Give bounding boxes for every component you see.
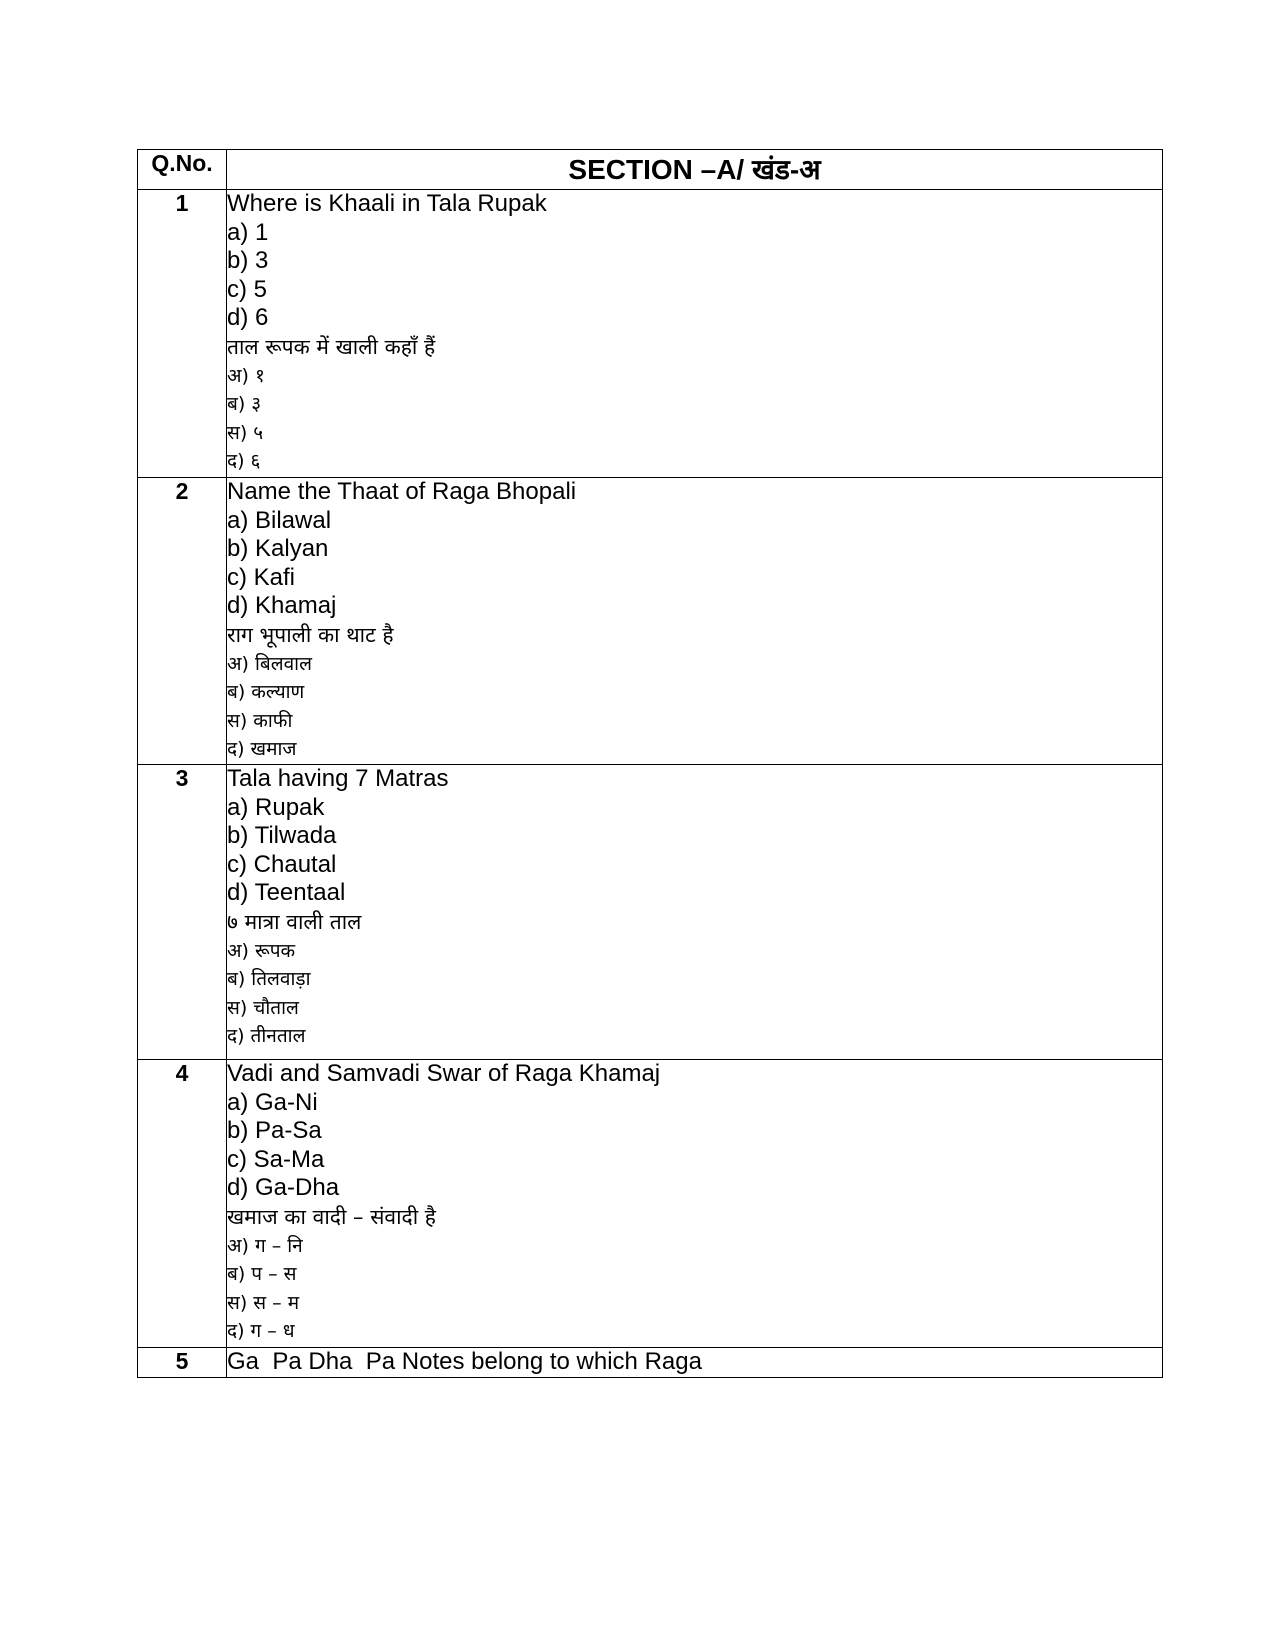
option-hi-a: अ) १ [227,364,265,387]
option-hi-c: स) ५ [227,421,264,444]
option-en-b: b) Tilwada [227,822,337,849]
question-text: Tala having 7 Matras [227,765,449,792]
option-en-b: b) Pa-Sa [227,1117,322,1144]
question-cell [227,1348,1163,1378]
option-en-c: c) Chautal [227,850,337,878]
option-hi-c: स) काफी [227,709,293,732]
qno-column-header: Q.No. [138,150,227,190]
option-en-c: c) 5 [227,275,268,303]
table-row [138,1348,1163,1378]
table-row [138,478,1163,765]
option-en-a: a) Bilawal [227,506,332,534]
question-number: 1 [138,190,227,478]
section-title: SECTION –A/ खंड-अ [227,150,1163,190]
option-hi-b: ब) ३ [227,393,262,415]
option-hi-a: अ) बिलवाल [227,652,312,675]
option-en-b: b) Kalyan [227,535,329,562]
table-header-row [138,150,1163,190]
table-row [138,765,1163,1060]
table-row [138,1060,1163,1348]
option-en-d: d) 6 [227,304,269,331]
option-en-d: d) Ga-Dha [227,1174,340,1201]
option-hi-b: ब) तिलवाड़ा [227,968,311,990]
option-en-c: c) Kafi [227,563,296,591]
question-text-hindi: राग भूपाली का थाट है [227,622,394,647]
question-text: Name the Thaat of Raga Bhopali [227,478,577,505]
question-text-hindi: ताल रूपक में खाली कहाँ हैं [227,334,436,359]
option-hi-c: स) स – म [227,1291,300,1314]
question-number: 4 [138,1060,227,1348]
option-hi-a: अ) रूपक [227,939,296,962]
question-text: Where is Khaali in Tala Rupak [227,190,547,217]
question-table [137,149,1163,1378]
option-hi-b: ब) प – स [227,1263,297,1285]
option-en-d: d) Khamaj [227,592,337,619]
option-en-c: c) Sa-Ma [227,1145,325,1173]
option-hi-d: द) ग – ध [227,1320,295,1342]
option-en-a: a) Ga-Ni [227,1088,318,1116]
question-text: Vadi and Samvadi Swar of Raga Khamaj [227,1060,661,1087]
option-hi-d: द) खमाज [227,738,297,760]
question-cell [227,765,1163,1060]
question-number: 3 [138,765,227,1060]
option-hi-b: ब) कल्याण [227,681,305,703]
question-cell [227,190,1163,478]
option-en-a: a) 1 [227,218,269,246]
question-cell [227,478,1163,765]
question-number: 5 [138,1348,227,1378]
option-en-a: a) Rupak [227,793,325,821]
option-hi-c: स) चौताल [227,996,299,1019]
option-en-b: b) 3 [227,247,269,274]
question-cell [227,1060,1163,1348]
table-row [138,190,1163,478]
question-text-hindi: ७ मात्रा वाली ताल [227,909,362,934]
option-hi-d: द) तीनताल [227,1025,306,1047]
option-hi-a: अ) ग – नि [227,1234,303,1257]
question-text-hindi: खमाज का वादी – संवादी है [227,1204,436,1229]
question-number: 2 [138,478,227,765]
question-text: Ga Pa Dha Pa Notes belong to which Raga [227,1348,702,1375]
option-hi-d: द) ६ [227,450,261,472]
option-en-d: d) Teentaal [227,879,346,906]
